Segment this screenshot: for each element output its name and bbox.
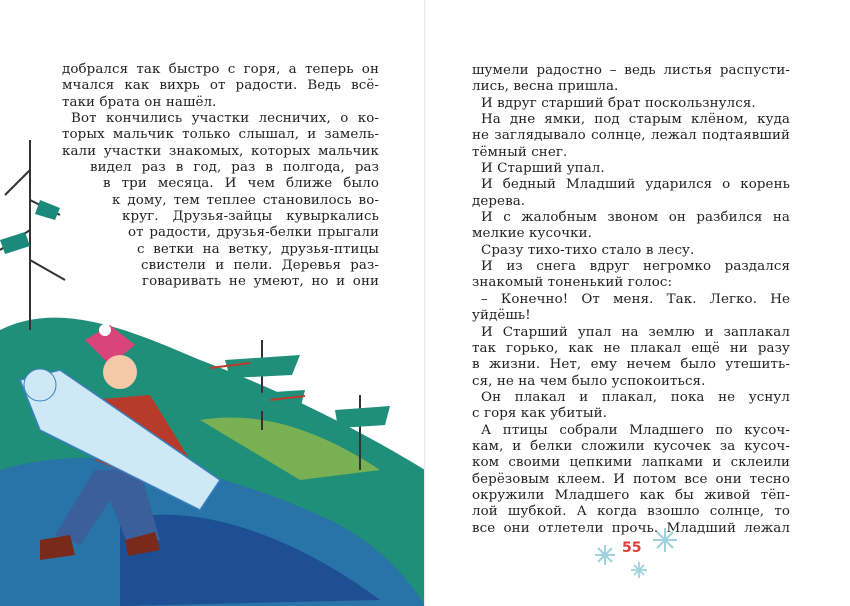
text-line: свистели и пели. Деревья раз-	[141, 258, 379, 274]
snowflake-icon	[630, 561, 648, 579]
text-line: говаривать не умеют, но и они	[142, 274, 379, 290]
text-line: с ветки на ветку, друзья-птицы	[137, 241, 379, 257]
text-line: И бедный Младший ударился о корень	[481, 177, 790, 193]
text-line: не заглядывало солнце, лежал подтаявший	[472, 128, 790, 144]
text-line: торых мальчик только слышал, и замель-	[62, 127, 379, 143]
text-line: На дне ямки, под старым клёном, куда	[481, 112, 790, 128]
text-line: – Конечно! От меня. Так. Легко. Не	[481, 291, 790, 307]
text-line: кали участки знакомых, которых мальчик	[62, 143, 379, 159]
text-line: таки брата он нашёл.	[62, 94, 217, 110]
text-line: Сразу тихо-тихо стало в лесу.	[481, 242, 695, 258]
text-line: ся, не на чем было успокоиться.	[472, 373, 706, 389]
right-page	[425, 0, 850, 606]
snowflake-icon	[651, 526, 679, 554]
text-line: Вот кончились участки лесничих, о ко-	[71, 111, 379, 127]
text-line: А птицы собрали Младшего по кусоч-	[481, 422, 790, 438]
text-line: лись, весна пришла.	[472, 79, 619, 95]
right-page-text	[472, 63, 790, 537]
text-line: добрался так быстро с горя, а теперь он	[62, 62, 379, 77]
text-line: все они отлетели прочь. Младший лежал	[472, 520, 790, 536]
text-line: Он плакал и плакал, пока не уснул	[481, 389, 790, 405]
text-line: мчался как вихрь от радости. Ведь всё-	[62, 78, 379, 94]
text-line: ком своими цепкими лапками и склеили	[472, 455, 790, 471]
text-line: в жизни. Нет, ему нечем было утешить-	[472, 357, 790, 373]
left-page-text	[62, 62, 379, 291]
text-line: И из снега вдруг негромко раздался	[481, 259, 790, 275]
text-line: с горя как убитый.	[472, 406, 608, 422]
text-line: тёмный снег.	[472, 144, 568, 160]
text-line: уйдёшь!	[472, 308, 531, 324]
text-line: И Старший упал.	[481, 161, 605, 177]
text-line: кам, и белки сложили кусочек за кусоч-	[472, 438, 790, 454]
text-line: в три месяца. И чем ближе было	[103, 176, 379, 192]
snowflake-icon	[593, 543, 617, 567]
page-number: 55	[622, 540, 642, 556]
text-line: так горько, как не плакал ещё ни разу	[472, 340, 790, 356]
text-line: знакомый тоненький голос:	[472, 275, 673, 291]
text-line: берёзовым клеем. И потом все они тесно	[472, 471, 790, 487]
text-line: шумели радостно – ведь листья распусти-	[472, 63, 790, 78]
text-line: окружили Младшего как бы живой тёп-	[472, 487, 790, 503]
text-line: круг. Друзья-зайцы кувыркались	[122, 209, 379, 225]
text-line: к дому, тем теплее становилось во-	[112, 192, 379, 208]
text-line: мелкие кусочки.	[472, 226, 593, 242]
text-line: И с жалобным звоном он разбился на	[481, 210, 790, 226]
text-line: И Старший упал на землю и заплакал	[481, 324, 790, 340]
text-line: видел раз в год, раз в полгода, раз	[90, 160, 379, 176]
text-line: дерева.	[472, 193, 526, 209]
text-line: лой шубкой. А когда взошло солнце, то	[472, 504, 790, 520]
text-line: от радости, друзья-белки прыгали	[128, 225, 379, 241]
fir-tree-left	[0, 140, 65, 330]
text-line: И вдруг старший брат поскользнулся.	[481, 95, 756, 111]
